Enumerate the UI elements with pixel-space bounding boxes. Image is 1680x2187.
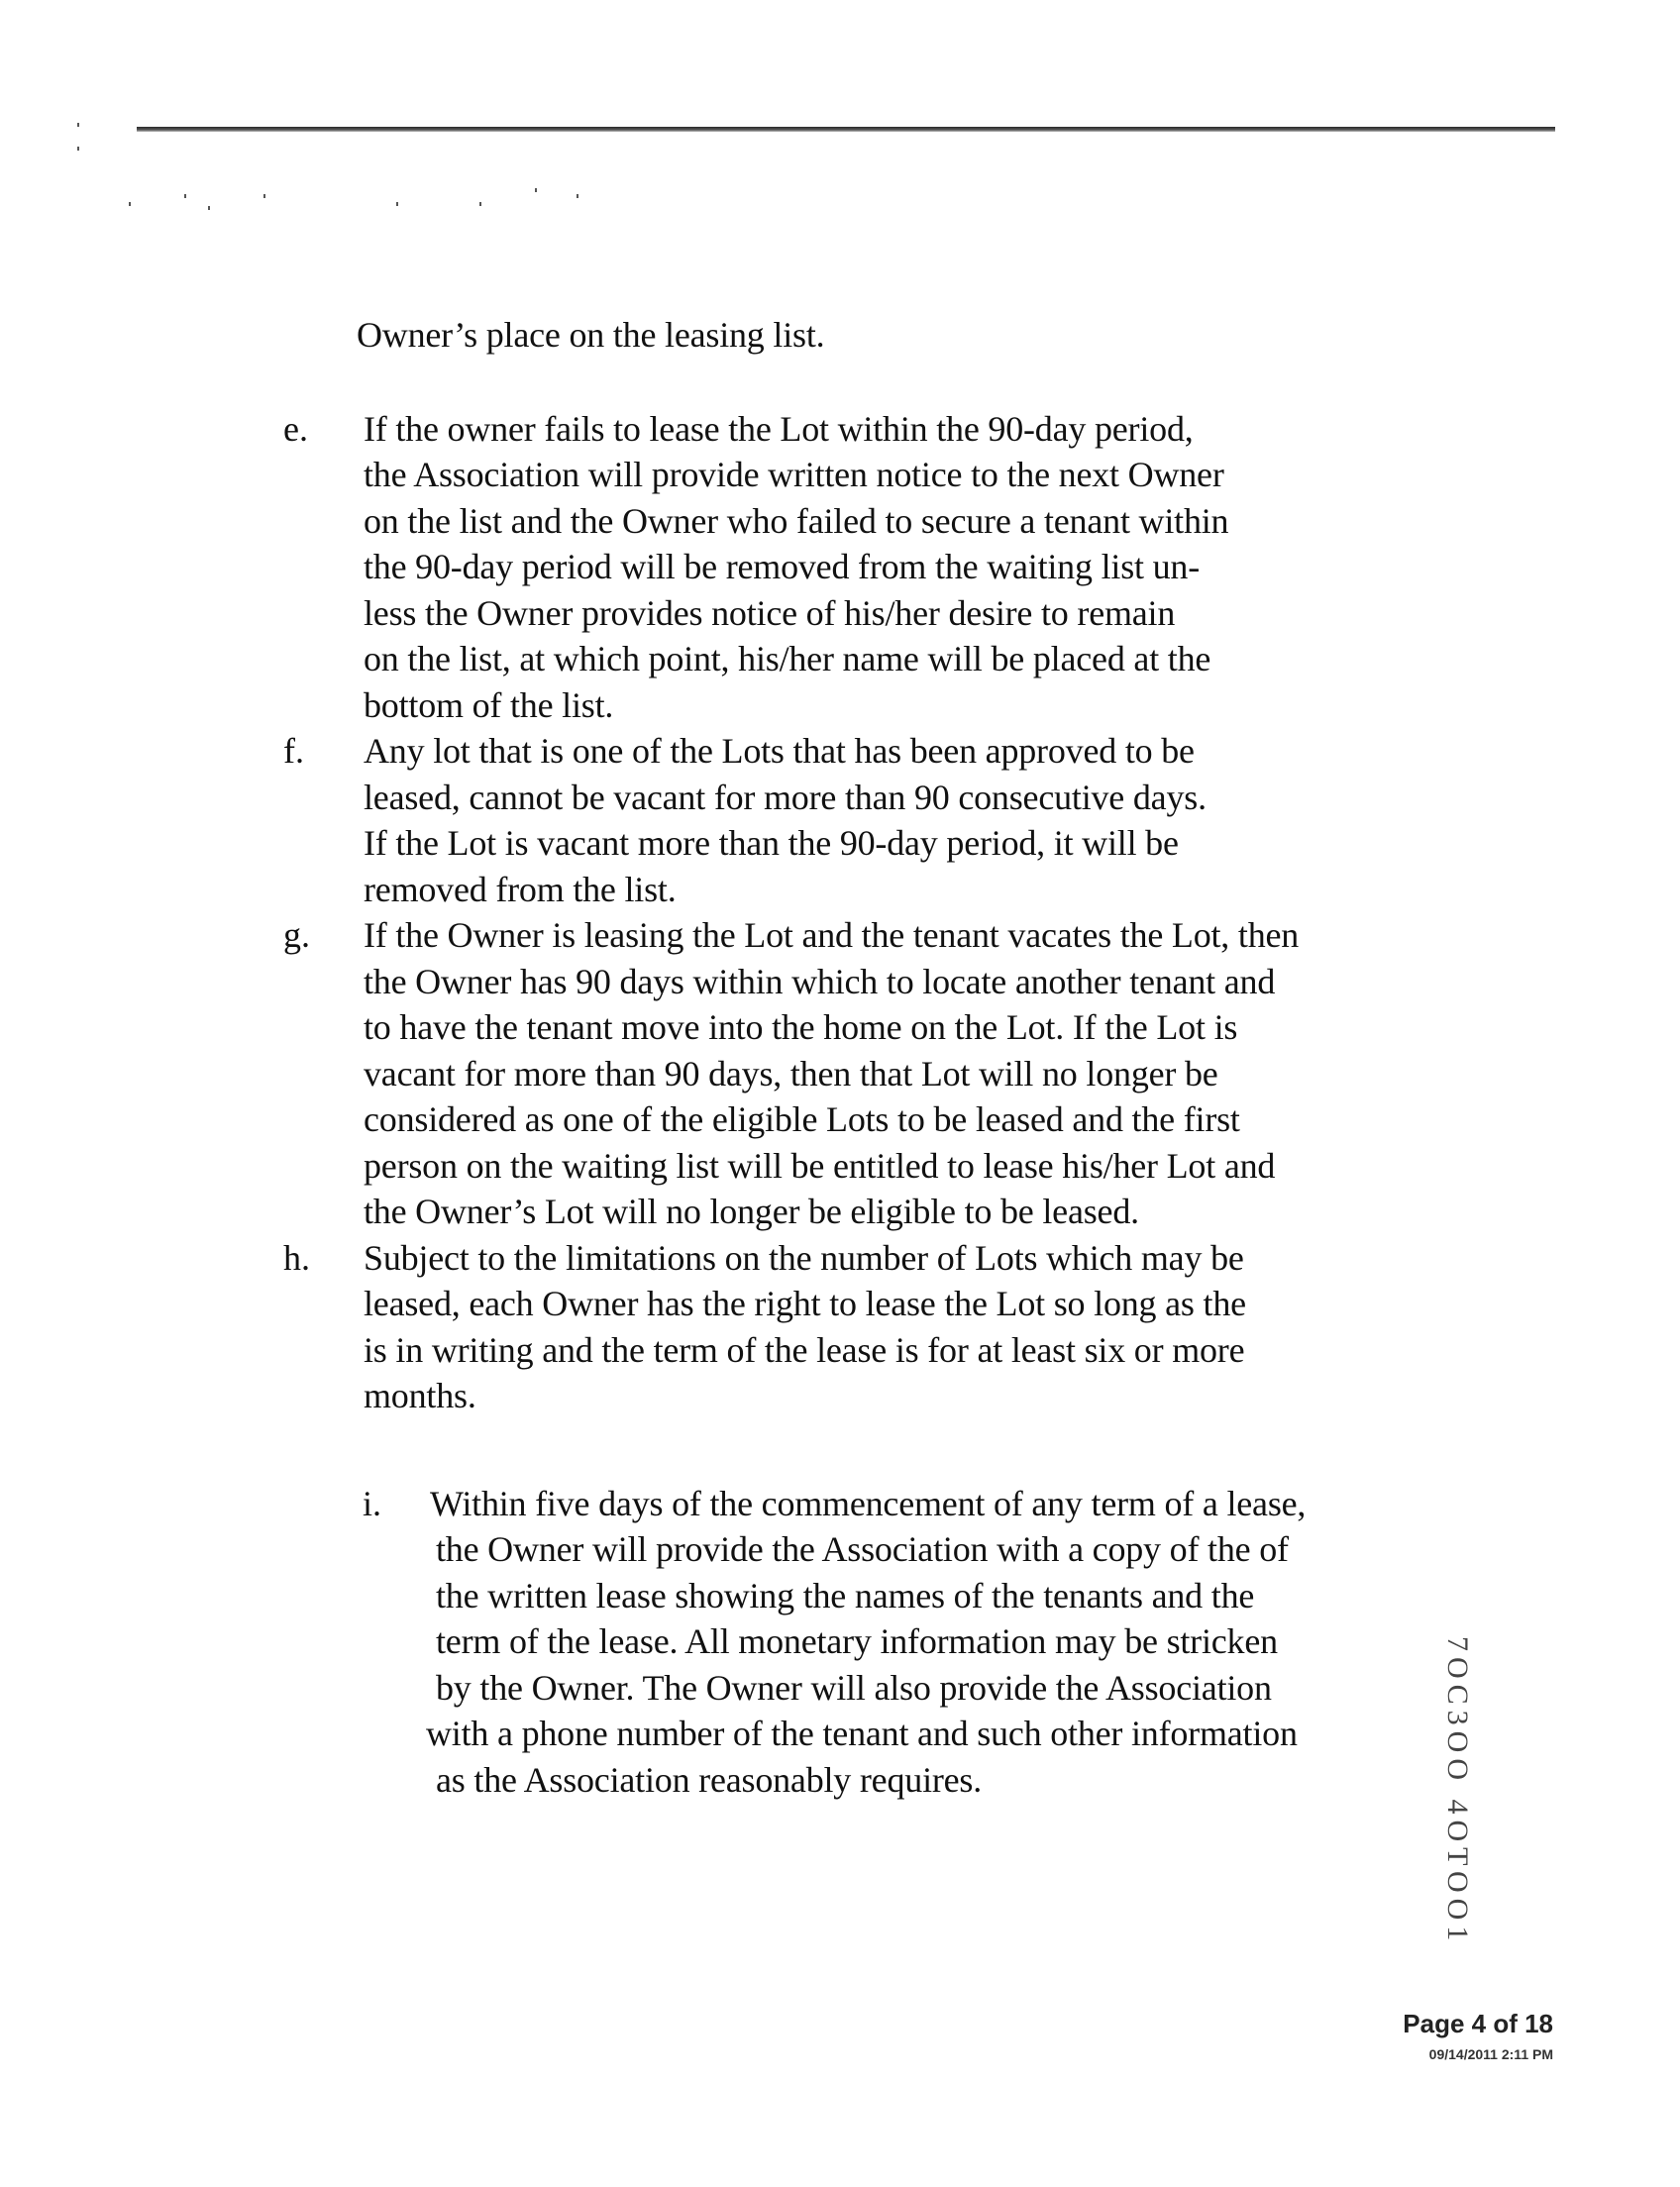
item-e-line: the Association will provide written notice to the next Owner <box>364 455 1224 494</box>
item-g-line: the Owner has 90 days within which to locate another tenant and <box>364 962 1276 1001</box>
subitem-i-line: as the Association reasonably requires. <box>436 1760 983 1800</box>
item-h-line: Subject to the limitations on the number of Lots which may be <box>364 1238 1244 1278</box>
item-g-line: the Owner’s Lot will no longer be eligible to be leased. <box>364 1192 1139 1231</box>
item-e-line: on the list, at which point, his/her name will be placed at the <box>364 639 1211 678</box>
item-g-line: If the Owner is leasing the Lot and the tenant vacates the Lot, then <box>364 915 1300 955</box>
item-e-line: bottom of the list. <box>364 685 614 725</box>
item-e-marker: e. <box>283 409 308 449</box>
item-e-line: less the Owner provides notice of his/her desire to remain <box>364 593 1176 633</box>
scan-speck <box>577 194 578 198</box>
top-divider-line <box>137 127 1555 132</box>
scan-speck <box>77 147 79 151</box>
item-e-line: the 90-day period will be removed from the waiting list un- <box>364 547 1200 586</box>
scan-speck <box>535 188 537 192</box>
item-h-marker: h. <box>283 1238 310 1278</box>
subitem-i-line: the Owner will provide the Association with a copy of the of <box>436 1529 1289 1569</box>
scan-speck <box>129 202 131 206</box>
item-f-marker: f. <box>283 731 304 771</box>
continuation-text: Owner’s place on the leasing list. <box>357 315 825 355</box>
item-g-line: to have the tenant move into the home on the Lot. If the Lot is <box>364 1007 1238 1047</box>
item-f-line: If the Lot is vacant more than the 90-day period, it will be <box>364 823 1179 863</box>
item-f-line: Any lot that is one of the Lots that has been approved to be <box>364 731 1195 771</box>
scan-speck <box>208 206 210 210</box>
item-h-line: is in writing and the term of the lease is for at least six or more <box>364 1330 1245 1370</box>
item-g-line: person on the waiting list will be entitled to lease his/her Lot and <box>364 1146 1276 1186</box>
subitem-i-marker: i. <box>363 1484 382 1523</box>
item-h-line: months. <box>364 1376 476 1415</box>
scan-speck <box>479 202 481 206</box>
item-g-line: considered as one of the eligible Lots to be leased and the first <box>364 1099 1240 1139</box>
subitem-i-line: with a phone number of the tenant and such other information <box>426 1714 1298 1753</box>
scan-speck <box>184 194 186 198</box>
scan-speck <box>263 194 265 198</box>
scan-speck <box>396 202 398 206</box>
subitem-i-line: Within five days of the commencement of any term of a lease, <box>430 1484 1307 1523</box>
recording-stamp: 7OC3OO 4OTOO1 <box>1441 1636 1474 1947</box>
item-f-line: removed from the list. <box>364 870 677 909</box>
item-f-line: leased, cannot be vacant for more than 90 consecutive days. <box>364 778 1207 817</box>
page-number: Page 4 of 18 <box>1403 2009 1553 2038</box>
item-g-line: vacant for more than 90 days, then that Lot will no longer be <box>364 1054 1218 1094</box>
subitem-i-line: term of the lease. All monetary information may be stricken <box>436 1621 1278 1661</box>
item-h-line: leased, each Owner has the right to lease the Lot so long as the <box>364 1284 1246 1323</box>
page-date: 09/14/2011 2:11 PM <box>1428 2046 1553 2062</box>
scan-speck <box>77 123 79 127</box>
subitem-i-line: by the Owner. The Owner will also provide the Association <box>436 1668 1272 1708</box>
item-e-line: on the list and the Owner who failed to secure a tenant within <box>364 501 1229 541</box>
item-e-line: If the owner fails to lease the Lot within the 90-day period, <box>364 409 1194 449</box>
item-g-marker: g. <box>283 915 310 955</box>
subitem-i-line: the written lease showing the names of the tenants and the <box>436 1576 1255 1615</box>
